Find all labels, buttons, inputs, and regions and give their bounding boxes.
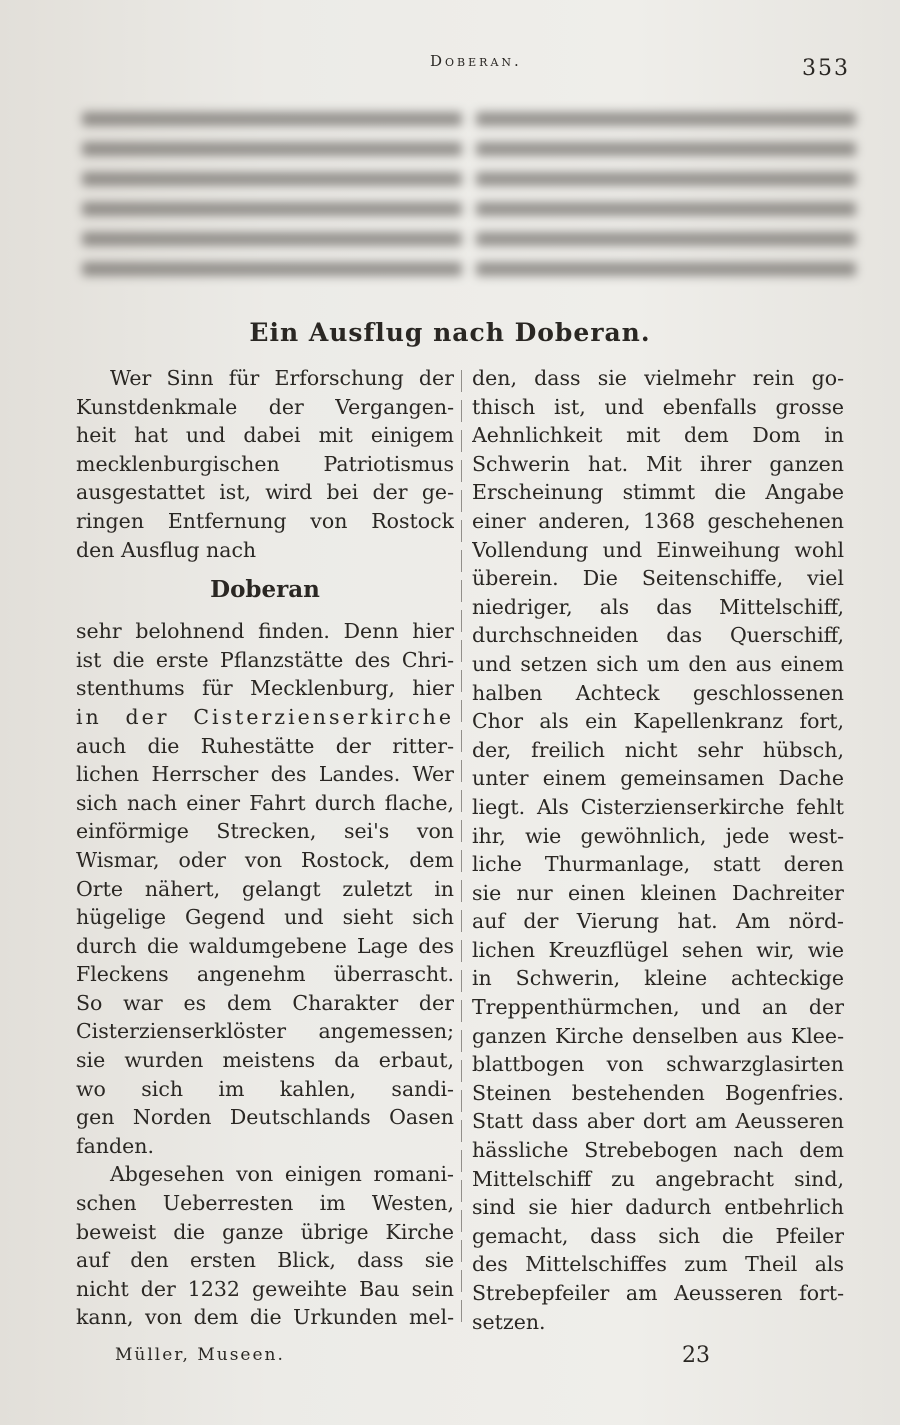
text-line: heit hat und dabei mit einigem [76,423,454,448]
text-line: nicht der 1232 geweihte Bau sein [76,1276,454,1301]
text-line: Chor als ein Kapellenkranz fort, [472,709,844,734]
text-line: kann, von dem die Urkunden mel- [76,1305,454,1330]
text-line: einförmige Strecken, sei's von [76,819,454,844]
blurred-text-block-left [82,98,462,278]
text-line: ihr, wie gewöhnlich, jede west- [472,823,844,848]
text-line: ausgestattet ist, wird bei der ge- [76,480,454,505]
text-line: liegt. Als Cisterzienserkirche fehlt [472,794,844,819]
text-line: auch die Ruhestätte der ritter- [76,733,454,758]
text-line: sehr belohnend finden. Denn hier [76,619,454,644]
text-line: liche Thurmanlage, statt deren [472,852,844,877]
text-line: durchschneiden das Querschiff, [472,623,844,648]
text-line: in Schwerin, kleine achteckige [472,966,844,991]
text-line: Steinen bestehenden Bogenfries. [472,1080,844,1105]
text-line: ganzen Kirche denselben aus Klee- [472,1023,844,1048]
text-line: Mittelschiff zu angebracht sind, [472,1166,844,1191]
text-line: stenthums für Mecklenburg, hier [76,676,454,701]
footer-sheet-number: 23 [682,1343,710,1368]
text-line: Wer Sinn für Erforschung der [110,366,454,390]
text-line: hügelige Gegend und sieht sich [76,905,454,930]
blurred-text-block-right [476,98,856,278]
second-paragraph [76,1160,454,1332]
text-line: sie wurden meistens da erbaut, [76,1048,454,1073]
text-line: der, freilich nicht sehr hübsch, [472,737,844,762]
text-line: sie nur einen kleinen Dachreiter [472,880,844,905]
page-number: 353 [802,56,850,81]
text-line: Orte nähert, gelangt zuletzt in [76,876,454,901]
text-line: den, dass sie vielmehr rein go- [472,366,844,390]
continued-paragraph [472,364,844,1336]
left-column [76,364,454,1332]
text-line: einer anderen, 1368 geschehenen [472,508,844,533]
text-line: auf den ersten Blick, dass sie [76,1248,454,1273]
text-line: niedriger, als das Mittelschiff, [472,594,844,619]
text-line: halben Achteck geschlossenen [472,680,844,705]
right-column [472,364,844,1336]
text-line: schen Ueberresten im Westen, [76,1191,454,1216]
text-line: gen Norden Deutschlands Oasen [76,1105,454,1130]
text-line: Abgesehen von einigen romani- [110,1162,454,1187]
text-line: Treppenthürmchen, und an der [472,995,844,1020]
text-line: So war es dem Charakter der [76,990,454,1015]
text-line: überein. Die Seitenschiffe, viel [472,566,844,591]
text-line: Strebepfeiler am Aeusseren fort- [472,1281,844,1305]
text-line: durch die waldumgebene Lage des [76,933,454,958]
text-line: gemacht, dass sich die Pfeiler [472,1223,844,1248]
text-line: Schwerin hat. Mit ihrer ganzen [472,451,844,476]
body-paragraph [76,617,454,1160]
subheading-doberan: Doberan [210,576,320,604]
text-line: des Mittelschiffes zum Theil als [472,1252,844,1277]
text-line: auf der Vierung hat. Am nörd- [472,909,844,934]
text-line: fanden. [76,1133,154,1158]
text-line: Wismar, oder von Rostock, dem [76,847,454,872]
text-line: lichen Herrscher des Landes. Wer [76,762,454,787]
text-line: blattbogen von schwarzglasirten [472,1052,844,1077]
text-line: in der Cisterzienserkirche [76,704,454,729]
text-line: sich nach einer Fahrt durch flache, [76,790,454,815]
text-line: Statt dass aber dort am Aeusseren [472,1109,844,1134]
text-line: Vollendung und Einweihung wohl [472,537,844,562]
text-line: ist die erste Pflanzstätte des Chri- [76,647,454,672]
text-line: Aehnlichkeit mit dem Dom in [472,423,844,448]
section-title: Ein Ausflug nach Doberan. [249,318,651,347]
intro-paragraph [76,364,454,564]
text-line: ringen Entfernung von Rostock [76,508,454,533]
text-line: beweist die ganze übrige Kirche [76,1219,454,1244]
column-divider [461,370,462,1330]
text-line: Fleckens angenehm überrascht. [76,962,454,987]
running-head: Doberan. [430,52,522,70]
text-line: den Ausflug nach [76,537,257,562]
footer-signature: Müller, Museen. [115,1345,285,1365]
text-line: Cisterzienserklöster angemessen; [76,1019,454,1044]
text-line: mecklenburgischen Patriotismus [76,451,454,476]
text-line: wo sich im kahlen, sandi- [76,1076,454,1101]
text-line: thisch ist, und ebenfalls grosse [472,394,844,419]
text-line: lichen Kreuzflügel sehen wir, wie [472,937,844,962]
text-line: hässliche Strebebogen nach dem [472,1138,844,1163]
text-line: und setzen sich um den aus einem [472,651,844,676]
text-line: unter einem gemeinsamen Dache [472,766,844,791]
text-line: setzen. [472,1309,546,1334]
text-line: Erscheinung stimmt die Angabe [472,480,844,505]
text-line: sind sie hier dadurch entbehrlich [472,1195,844,1220]
text-line: Kunstdenkmale der Vergangen- [76,394,454,419]
